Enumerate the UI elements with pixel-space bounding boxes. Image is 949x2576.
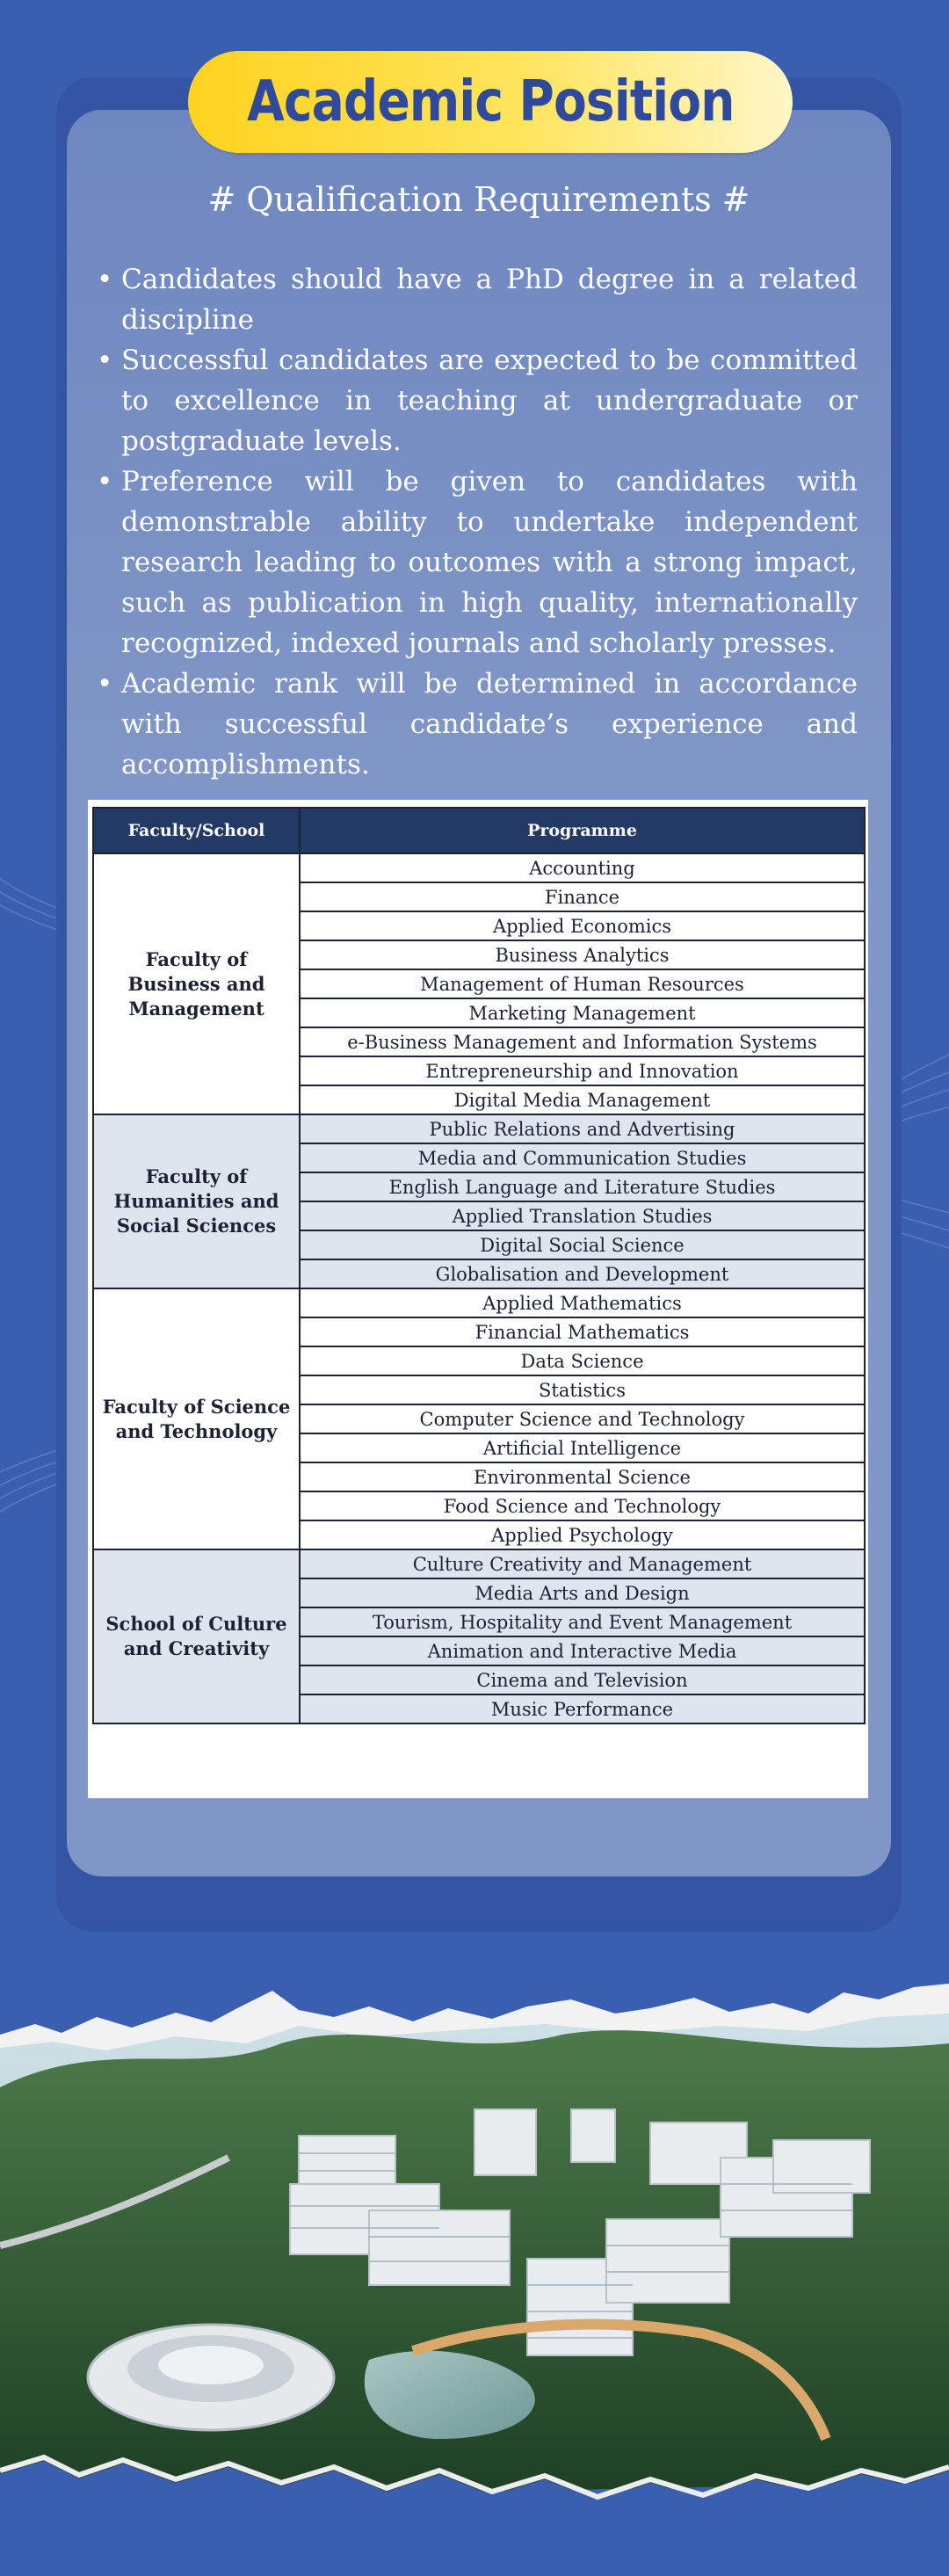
programme-cell: English Language and Literature Studies xyxy=(300,1172,865,1201)
programme-cell: Public Relations and Advertising xyxy=(300,1114,865,1143)
programme-cell: Marketing Management xyxy=(300,998,865,1027)
programme-cell: Media Arts and Design xyxy=(300,1578,865,1607)
programme-cell: Accounting xyxy=(300,853,865,882)
campus-aerial-illustration xyxy=(0,1982,949,2536)
requirement-item xyxy=(91,340,858,461)
programme-cell: Digital Media Management xyxy=(300,1085,865,1114)
programme-cell: Globalisation and Development xyxy=(300,1259,865,1288)
bullet-icon: • xyxy=(97,345,113,376)
faculty-cell: Faculty of Business and Management xyxy=(93,853,300,1114)
programme-cell: Food Science and Technology xyxy=(300,1491,865,1520)
faculty-cell: School of Culture and Creativity xyxy=(93,1549,300,1723)
programme-cell: Applied Mathematics xyxy=(300,1288,865,1317)
requirement-text: Candidates should have a PhD degree in a related discipline xyxy=(121,264,858,336)
bullet-icon: • xyxy=(97,668,113,700)
requirement-text: Preference will be given to candidates with demonstrable ability to undertake independent research leading to outcomes with a strong impact, such as publication in high quality, internationally recognized, indexed journals and scholarly presses. xyxy=(121,466,858,659)
title-banner xyxy=(188,51,793,153)
programme-cell: Business Analytics xyxy=(300,940,865,969)
programme-cell: Entrepreneurship and Innovation xyxy=(300,1056,865,1085)
programme-cell: Animation and Interactive Media xyxy=(300,1636,865,1665)
programme-cell: Computer Science and Technology xyxy=(300,1404,865,1433)
bullet-icon: • xyxy=(97,264,113,295)
programme-cell: e-Business Management and Information Systems xyxy=(300,1027,865,1056)
table-header-row xyxy=(93,808,865,853)
programme-cell: Tourism, Hospitality and Event Management xyxy=(300,1607,865,1636)
qualification-heading: # Qualification Requirements # xyxy=(207,180,750,219)
programme-cell: Artificial Intelligence xyxy=(300,1433,865,1462)
programme-cell: Music Performance xyxy=(300,1694,865,1723)
bullet-icon: • xyxy=(97,466,113,497)
requirement-text: Academic rank will be determined in accordance with successful candidate’s experience and accomplishments. xyxy=(121,668,858,780)
faculty-cell: Faculty of Humanities and Social Sciences xyxy=(93,1114,300,1288)
programme-cell: Statistics xyxy=(300,1375,865,1404)
programme-cell: Digital Social Science xyxy=(300,1230,865,1259)
requirement-item xyxy=(91,461,858,664)
programme-cell: Cinema and Television xyxy=(300,1665,865,1694)
table-row xyxy=(93,1549,865,1578)
requirements-list xyxy=(91,259,858,785)
table-body xyxy=(93,853,865,1723)
requirement-item xyxy=(91,664,858,785)
programme-cell: Applied Psychology xyxy=(300,1520,865,1549)
page-title: Academic Position xyxy=(246,69,735,134)
table-row xyxy=(93,853,865,882)
programme-column-header: Programme xyxy=(300,808,865,853)
programme-cell: Data Science xyxy=(300,1346,865,1375)
faculty-column-header: Faculty/School xyxy=(93,808,300,853)
programme-table-card xyxy=(88,800,868,1798)
programme-cell: Applied Economics xyxy=(300,911,865,940)
programme-table xyxy=(92,807,866,1724)
faculty-cell: Faculty of Science and Technology xyxy=(93,1288,300,1549)
programme-cell: Financial Mathematics xyxy=(300,1317,865,1346)
table-row xyxy=(93,1114,865,1143)
programme-cell: Finance xyxy=(300,882,865,911)
programme-cell: Management of Human Resources xyxy=(300,969,865,998)
requirement-text: Successful candidates are expected to be committed to excellence in teaching at undergraduate or postgraduate levels. xyxy=(121,345,858,457)
programme-cell: Environmental Science xyxy=(300,1462,865,1491)
programme-cell: Applied Translation Studies xyxy=(300,1201,865,1230)
programme-cell: Media and Communication Studies xyxy=(300,1143,865,1172)
table-row xyxy=(93,1288,865,1317)
requirement-item xyxy=(91,259,858,340)
programme-cell: Culture Creativity and Management xyxy=(300,1549,865,1578)
